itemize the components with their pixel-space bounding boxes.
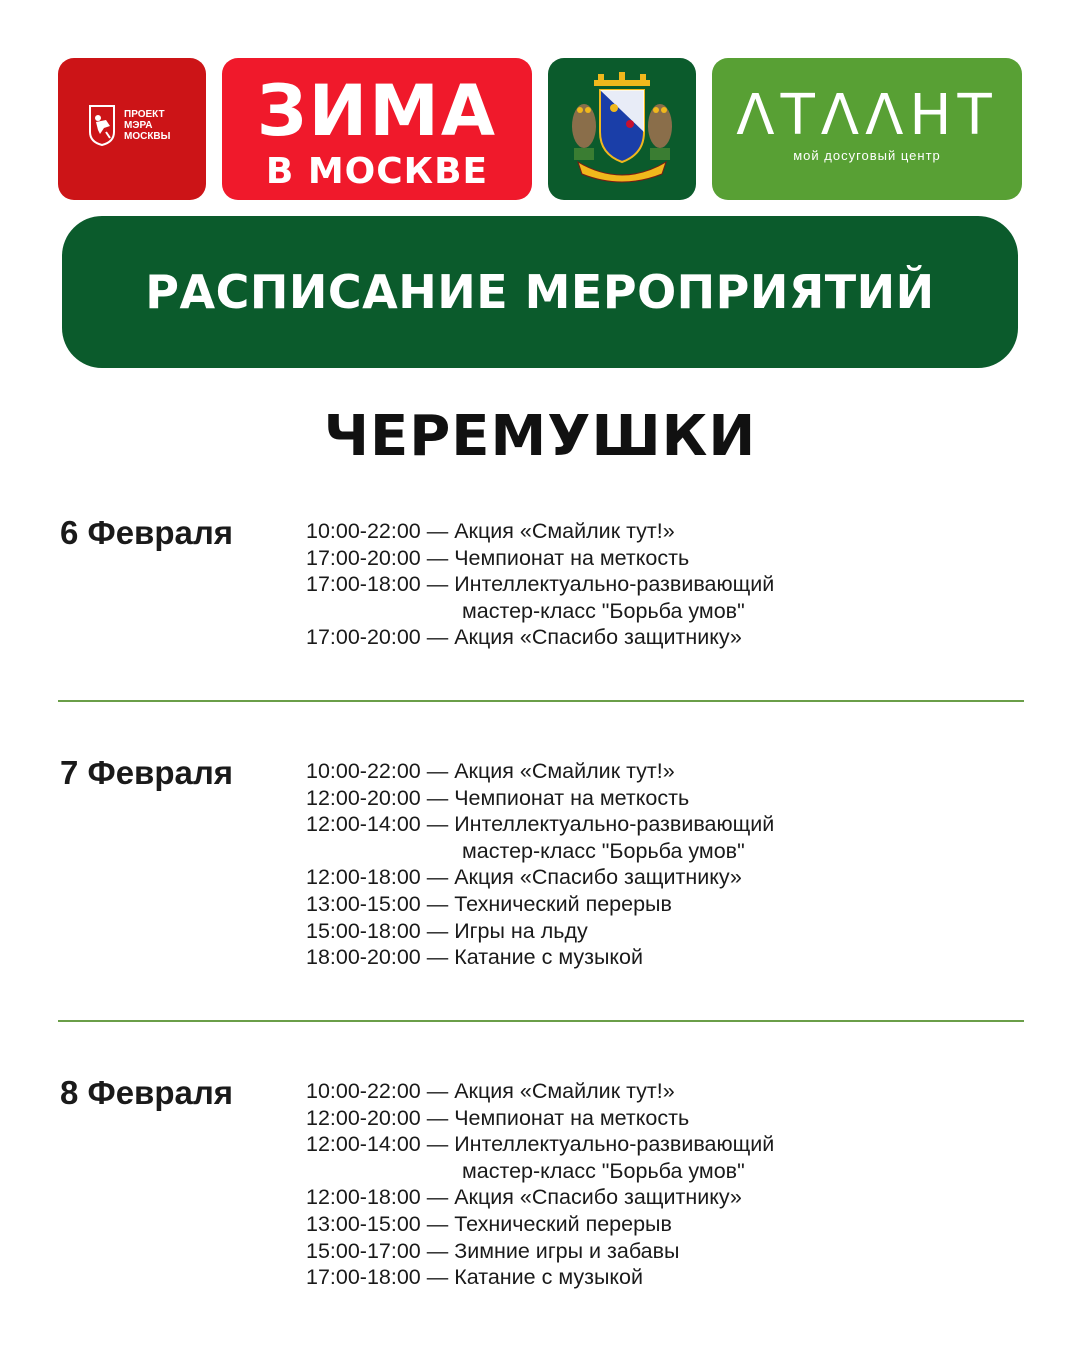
- event-time: 18:00-20:00: [306, 945, 421, 970]
- event-time: 12:00-20:00: [306, 785, 421, 810]
- event-title: Интеллектуально-развивающий: [454, 812, 775, 837]
- event-title: Акция «Спасибо защитнику»: [454, 865, 742, 890]
- event-title: Акция «Спасибо защитнику»: [454, 1185, 742, 1210]
- event-time: 17:00-20:00: [306, 625, 421, 650]
- event-time: 13:00-15:00: [306, 891, 421, 916]
- mayor-project-logo: [58, 58, 206, 200]
- event-item: 17:00-20:00 — Акция «Спасибо защитнику»: [306, 625, 742, 650]
- event-time: 12:00-20:00: [306, 1105, 421, 1130]
- event-time: 17:00-18:00: [306, 572, 421, 597]
- event-time: 10:00-22:00: [306, 1079, 421, 1103]
- section-divider: [58, 1020, 1024, 1022]
- event-title: Зимние игры и забавы: [454, 1238, 680, 1263]
- zima-title: ЗИМА: [256, 70, 498, 152]
- event-time: 10:00-22:00: [306, 759, 421, 783]
- event-item: 10:00-22:00 — Акция «Смайлик тут!»: [306, 759, 675, 783]
- event-time: 10:00-22:00: [306, 519, 421, 543]
- event-title: Акция «Смайлик тут!»: [454, 759, 675, 783]
- event-item: 12:00-14:00 — Интеллектуально-развивающий мастер-класс "Борьба умов": [306, 1132, 775, 1183]
- event-list: [306, 518, 774, 651]
- zima-subtitle: В МОСКВЕ: [265, 151, 489, 192]
- event-title: Чемпионат на меткость: [454, 785, 690, 810]
- section-divider: [58, 700, 1024, 702]
- event-title: Чемпионат на меткость: [454, 1105, 690, 1130]
- event-time: 12:00-14:00: [306, 812, 421, 837]
- event-title-continued: мастер-класс "Борьба умов": [462, 838, 745, 863]
- day-date: 6 Февраля: [60, 514, 234, 551]
- event-title: Акция «Спасибо защитнику»: [454, 625, 742, 650]
- event-item: 17:00-18:00 — Катание с музыкой: [306, 1265, 644, 1290]
- day-date: 7 Февраля: [60, 754, 234, 791]
- event-title: Технический перерыв: [454, 1211, 672, 1236]
- coat-of-arms-logo: [548, 58, 696, 200]
- event-item: 17:00-20:00 — Чемпионат на меткость: [306, 545, 690, 570]
- event-time: 13:00-15:00: [306, 1211, 421, 1236]
- event-title: Технический перерыв: [454, 891, 672, 916]
- event-item: 15:00-17:00 — Зимние игры и забавы: [306, 1238, 680, 1263]
- event-time: 15:00-18:00: [306, 918, 421, 943]
- event-time: 12:00-18:00: [306, 865, 421, 890]
- event-title: Катание с музыкой: [454, 1265, 644, 1290]
- event-title: Катание с музыкой: [454, 945, 644, 970]
- event-title: Интеллектуально-развивающий: [454, 1132, 775, 1157]
- event-time: 12:00-18:00: [306, 1185, 421, 1210]
- event-title: Акция «Смайлик тут!»: [454, 519, 675, 543]
- event-time: 17:00-18:00: [306, 1265, 421, 1290]
- event-item: 10:00-22:00 — Акция «Смайлик тут!»: [306, 1079, 675, 1103]
- event-item: 12:00-20:00 — Чемпионат на меткость: [306, 1105, 690, 1130]
- day-date: 8 Февраля: [60, 1074, 234, 1111]
- event-item: 12:00-20:00 — Чемпионат на меткость: [306, 785, 690, 810]
- event-item: 13:00-15:00 — Технический перерыв: [306, 891, 672, 916]
- event-title: Интеллектуально-развивающий: [454, 572, 775, 597]
- event-item: 15:00-18:00 — Игры на льду: [306, 918, 588, 943]
- event-time: 17:00-20:00: [306, 545, 421, 570]
- event-item: 12:00-14:00 — Интеллектуально-развивающий мастер-класс "Борьба умов": [306, 812, 775, 863]
- moscow-emblem-icon: [88, 104, 116, 146]
- district-title: ЧЕРЕМУШКИ: [323, 404, 757, 469]
- event-title: Чемпионат на меткость: [454, 545, 690, 570]
- event-title-continued: мастер-класс "Борьба умов": [462, 598, 745, 623]
- cheryomushki-coat-of-arms-icon: [564, 70, 680, 188]
- event-title-continued: мастер-класс "Борьба умов": [462, 1158, 745, 1183]
- event-item: 18:00-20:00 — Катание с музыкой: [306, 945, 644, 970]
- event-time: 15:00-17:00: [306, 1238, 421, 1263]
- event-time: 12:00-14:00: [306, 1132, 421, 1157]
- event-title: Акция «Смайлик тут!»: [454, 1079, 675, 1103]
- event-item: 13:00-15:00 — Технический перерыв: [306, 1211, 672, 1236]
- mayor-project-text: ПРОЕКТ МЭРА МОСКВЫ: [124, 108, 171, 142]
- event-item: 17:00-18:00 — Интеллектуально-развивающий мастер-класс "Борьба умов": [306, 572, 775, 623]
- event-list: [306, 758, 774, 971]
- schedule-banner: [62, 216, 1018, 368]
- event-item: 10:00-22:00 — Акция «Смайлик тут!»: [306, 519, 675, 543]
- event-title: Игры на льду: [454, 918, 588, 943]
- banner-title: РАСПИСАНИЕ МЕРОПРИЯТИЙ: [145, 265, 935, 319]
- event-list: [306, 1078, 774, 1291]
- zima-v-moskve-logo: [222, 58, 532, 200]
- atlant-name: ΛТΛΛНТ: [736, 83, 998, 148]
- event-item: 12:00-18:00 — Акция «Спасибо защитнику»: [306, 1185, 742, 1210]
- event-item: 12:00-18:00 — Акция «Спасибо защитнику»: [306, 865, 742, 890]
- atlant-logo: [712, 58, 1022, 200]
- atlant-subtitle: мой досуговый центр: [793, 148, 941, 163]
